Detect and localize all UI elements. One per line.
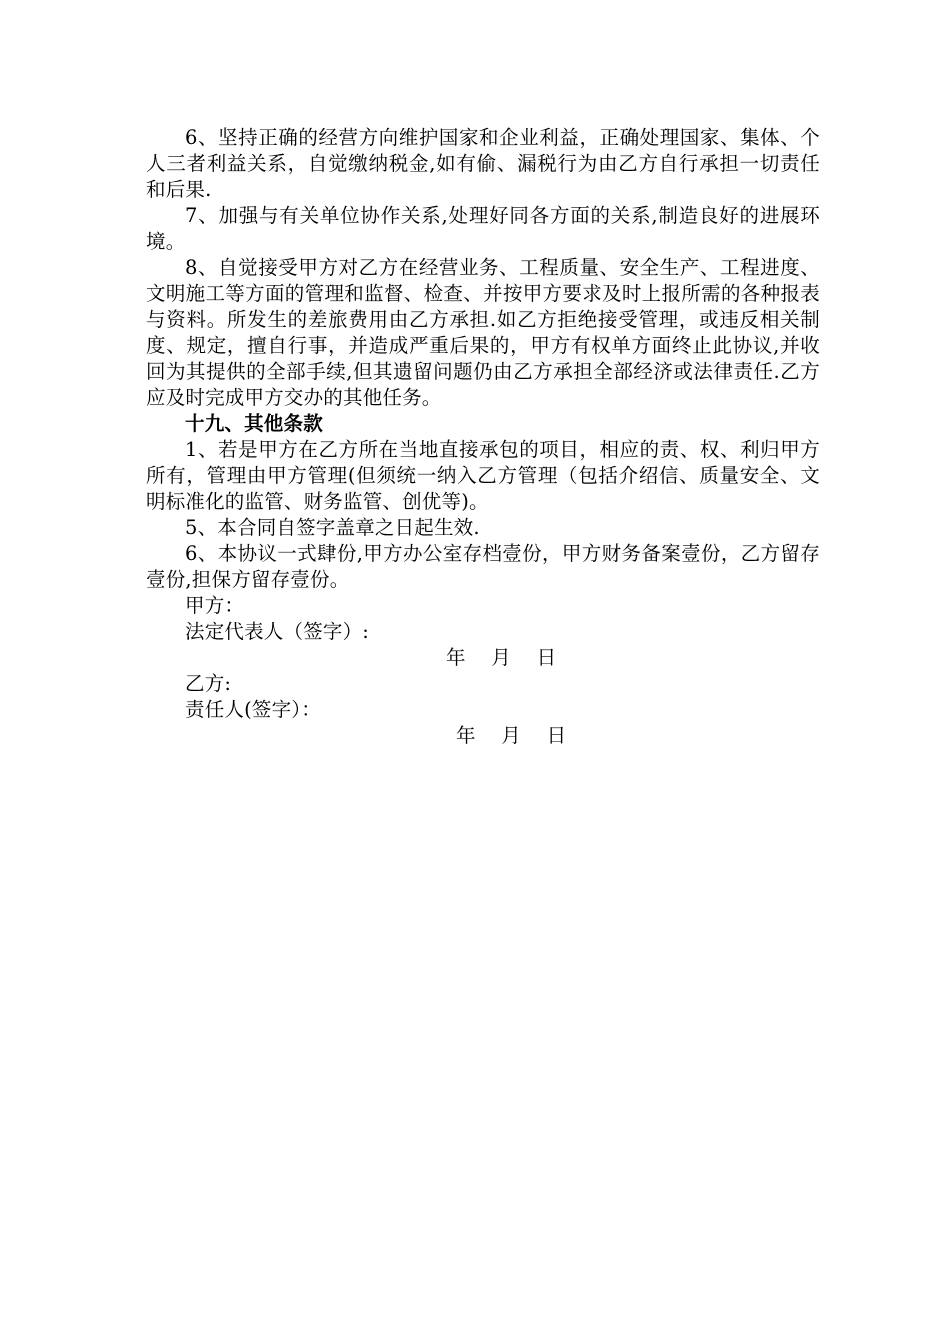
other-clause-1: 1、若是甲方在乙方所在当地直接承包的项目，相应的责、权、利归甲方所有，管理由甲方管理(但须统一纳入乙方管理（包括介绍信、质量安全、文明标准化的监管、财务监管、创优等)。 [146, 438, 820, 513]
party-a-date: 年 月 日 [446, 646, 557, 669]
clause-8: 8、自觉接受甲方对乙方在经营业务、工程质量、安全生产、工程进度、文明施工等方面的管理和监督、检查、并按甲方要求及时上报所需的各种报表与资料。所发生的差旅费用由乙方承担.如乙方拒绝接受管理，或违反相关制度、规定，擅自行事，并造成严重后果的，甲方有权单方面终止此协议,并收回为其提供的全部手续,但其遗留问题仍由乙方承担全部经济或法律责任.乙方应及时完成甲方交办的其他任务。 [146, 256, 820, 409]
party-a-label: 甲方： [185, 594, 245, 617]
party-a-date-line [146, 645, 820, 671]
party-b-label: 乙方: [185, 672, 232, 695]
document-body [146, 125, 820, 749]
clause-7: 7、加强与有关单位协作关系,处理好同各方面的关系,制造良好的进展环境。 [146, 204, 820, 253]
party-b-date-line [146, 723, 820, 749]
party-a-representative-signature: 法定代表人（签字）: [185, 620, 370, 643]
party-b-responsible-signature: 责任人(签字）： [185, 698, 321, 721]
other-clause-5: 5、本合同自签字盖章之日起生效. [185, 516, 480, 539]
section-heading-other-terms: 十九、其他条款 [185, 412, 323, 435]
clause-6: 6、坚持正确的经营方向维护国家和企业利益，正确处理国家、集体、个人三者利益关系，自觉缴纳税金,如有偷、漏税行为由乙方自行承担一切责任和后果. [146, 126, 820, 201]
party-b-date: 年 月 日 [456, 724, 567, 747]
other-clause-6: 6、本协议一式肆份,甲方办公室存档壹份，甲方财务备案壹份，乙方留存壹份,担保方留存壹份。 [146, 542, 820, 591]
